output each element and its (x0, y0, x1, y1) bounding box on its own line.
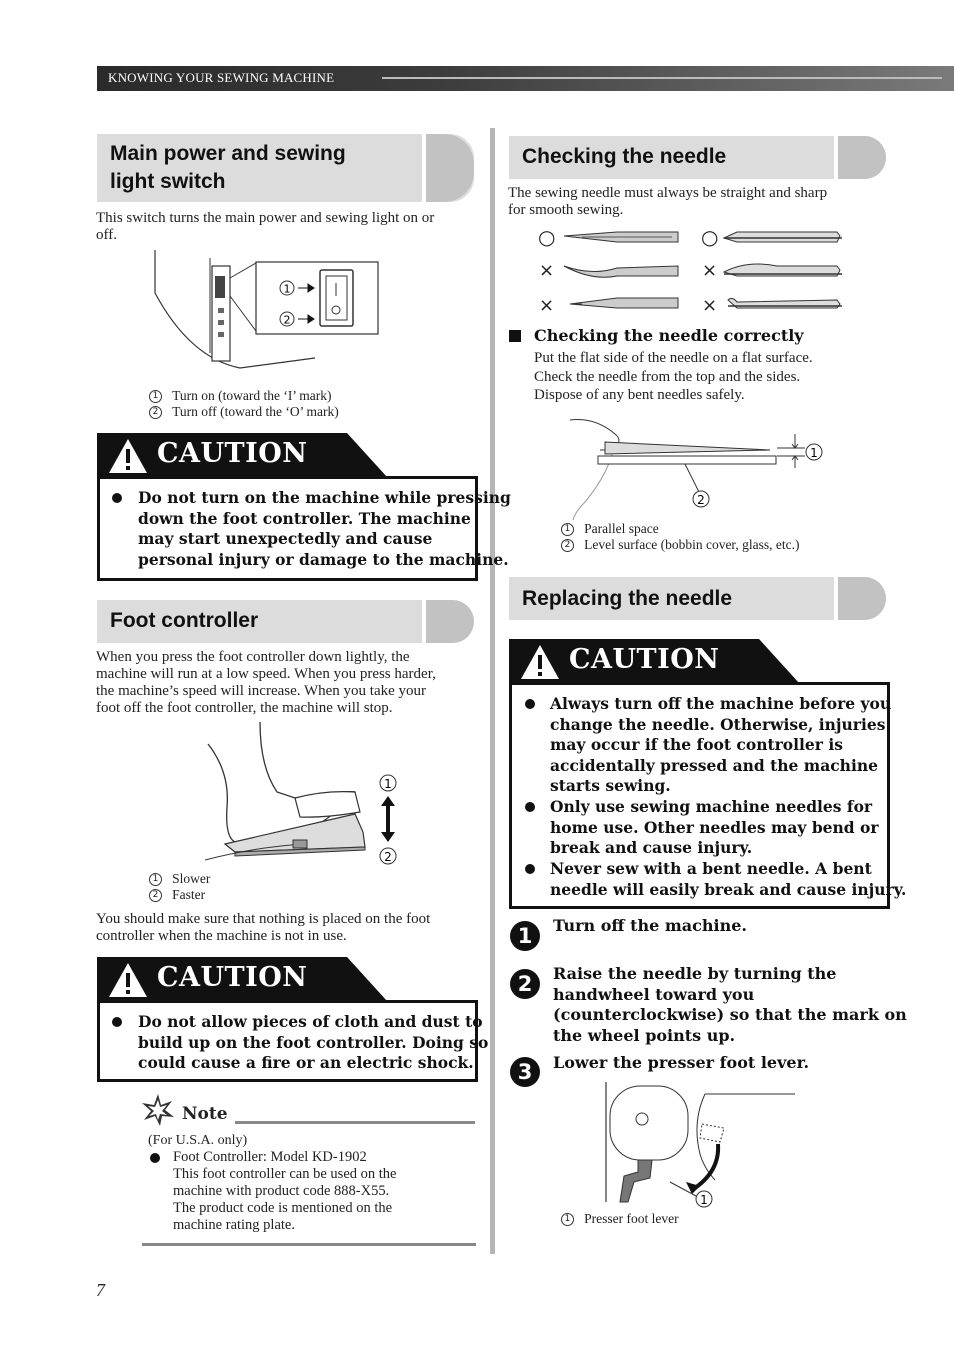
step-text-3: Lower the presser foot lever. (553, 1053, 810, 1072)
svg-text:1: 1 (283, 282, 291, 296)
foot-controller-description: When you press the foot controller down lightly, the machine will run at a low speed. When you press harder, the machine’s speed will increase. When you take your foot off the foot controller, the machine will stop. (96, 649, 436, 716)
bullet (525, 699, 535, 709)
checking-correctly-text: Put the flat side of the needle on a flat surface. Check the needle from the top and the sides. Dispose of any bent needles safely. (534, 350, 813, 403)
caution-bullet-3: Never sew with a bent needle. A bent needle will easily break and cause injury. (550, 859, 907, 899)
note-star-icon (140, 1092, 176, 1128)
step-number-2: 2 (510, 969, 540, 999)
caution-label-2: CAUTION (157, 962, 308, 993)
running-header: KNOWING YOUR SEWING MACHINE (108, 70, 335, 85)
needle-flat-surface-illustration (565, 412, 830, 524)
note-text: Foot Controller: Model KD-1902 This foot controller can be used on the machine with product code 888-X55. The product code is mentioned on the machine rating plate. (173, 1149, 397, 1233)
ng-mark-4: × (702, 295, 718, 316)
column-divider (490, 128, 495, 1254)
caution-bullet-2: Only use sewing machine needles for home use. Other needles may bend or break and cause injury. (550, 797, 879, 857)
foot-controller-advice: You should make sure that nothing is placed on the foot controller when the machine is not in use. (96, 911, 431, 944)
section-title-replacing-needle: Replacing the needle (522, 587, 733, 610)
square-bullet (509, 330, 521, 342)
checking-correctly-title: Checking the needle correctly (534, 326, 804, 345)
needle-callout-2: 2 Level surface (bobbin cover, glass, etc.) (561, 537, 800, 553)
power-callout-1: 1 Turn on (toward the ‘I’ mark) (149, 388, 331, 404)
needle-comparison-illustration (562, 226, 847, 318)
step-number-3: 3 (510, 1057, 540, 1087)
ok-mark-2: ○ (701, 225, 719, 249)
svg-text:2: 2 (697, 493, 705, 507)
main-power-description: This switch turns the main power and sewing light on or off. (96, 210, 435, 243)
bullet (112, 1017, 122, 1027)
section-title-main-power: Main power and sewing light switch (110, 142, 346, 193)
caution-text-1: Do not turn on the machine while pressing down the foot controller. The machine may start unexpectedly and cause personal injury or damage to the machine. (138, 488, 511, 569)
caution-label-3: CAUTION (569, 644, 720, 675)
svg-text:1: 1 (810, 446, 818, 460)
step-text-1: Turn off the machine. (553, 916, 747, 935)
section-title-checking-needle: Checking the needle (522, 145, 727, 168)
ng-mark-1: × (539, 260, 555, 281)
page-number: 7 (96, 1280, 105, 1300)
note-rule (235, 1121, 475, 1124)
power-callout-2: 2 Turn off (toward the ‘O’ mark) (149, 404, 339, 420)
checking-needle-description: The sewing needle must always be straight and sharp for smooth sewing. (508, 185, 828, 218)
presser-foot-illustration (600, 1082, 800, 1210)
svg-text:2: 2 (384, 850, 392, 864)
caution-text-2: Do not allow pieces of cloth and dust to build up on the foot controller. Doing so could cause a fire or an electric shock. (138, 1012, 489, 1072)
caution-label-1: CAUTION (157, 438, 308, 469)
step-number-1: 1 (510, 921, 540, 951)
header-rule (382, 77, 942, 79)
svg-text:1: 1 (700, 1193, 708, 1207)
bullet (112, 493, 122, 503)
svg-text:2: 2 (283, 313, 291, 327)
note-label: Note (182, 1104, 228, 1124)
ng-mark-2: × (702, 260, 718, 281)
ng-mark-3: × (539, 295, 555, 316)
foot-callout-2: 2 Faster (149, 887, 205, 903)
needle-callout-1: 1 Parallel space (561, 521, 659, 537)
caution-bullet-1: Always turn off the machine before you change the needle. Otherwise, injuries may occur if the foot controller is accidentally pressed and the machine starts sewing. (550, 694, 892, 795)
bullet (150, 1153, 160, 1163)
step-text-2: Raise the needle by turning the handwheel toward you (counterclockwise) so that the mark on the wheel points up. (553, 964, 907, 1045)
presser-foot-callout: 1 Presser foot lever (561, 1211, 679, 1227)
bullet (525, 802, 535, 812)
foot-controller-illustration (205, 722, 405, 870)
svg-text:1: 1 (384, 777, 392, 791)
bullet (525, 864, 535, 874)
note-bottom-rule (142, 1243, 476, 1246)
foot-callout-1: 1 Slower (149, 871, 210, 887)
power-switch-illustration (150, 248, 385, 388)
ok-mark-1: ○ (538, 225, 556, 249)
note-usa-only: (For U.S.A. only) (148, 1133, 248, 1148)
section-title-foot-controller: Foot controller (110, 609, 259, 632)
